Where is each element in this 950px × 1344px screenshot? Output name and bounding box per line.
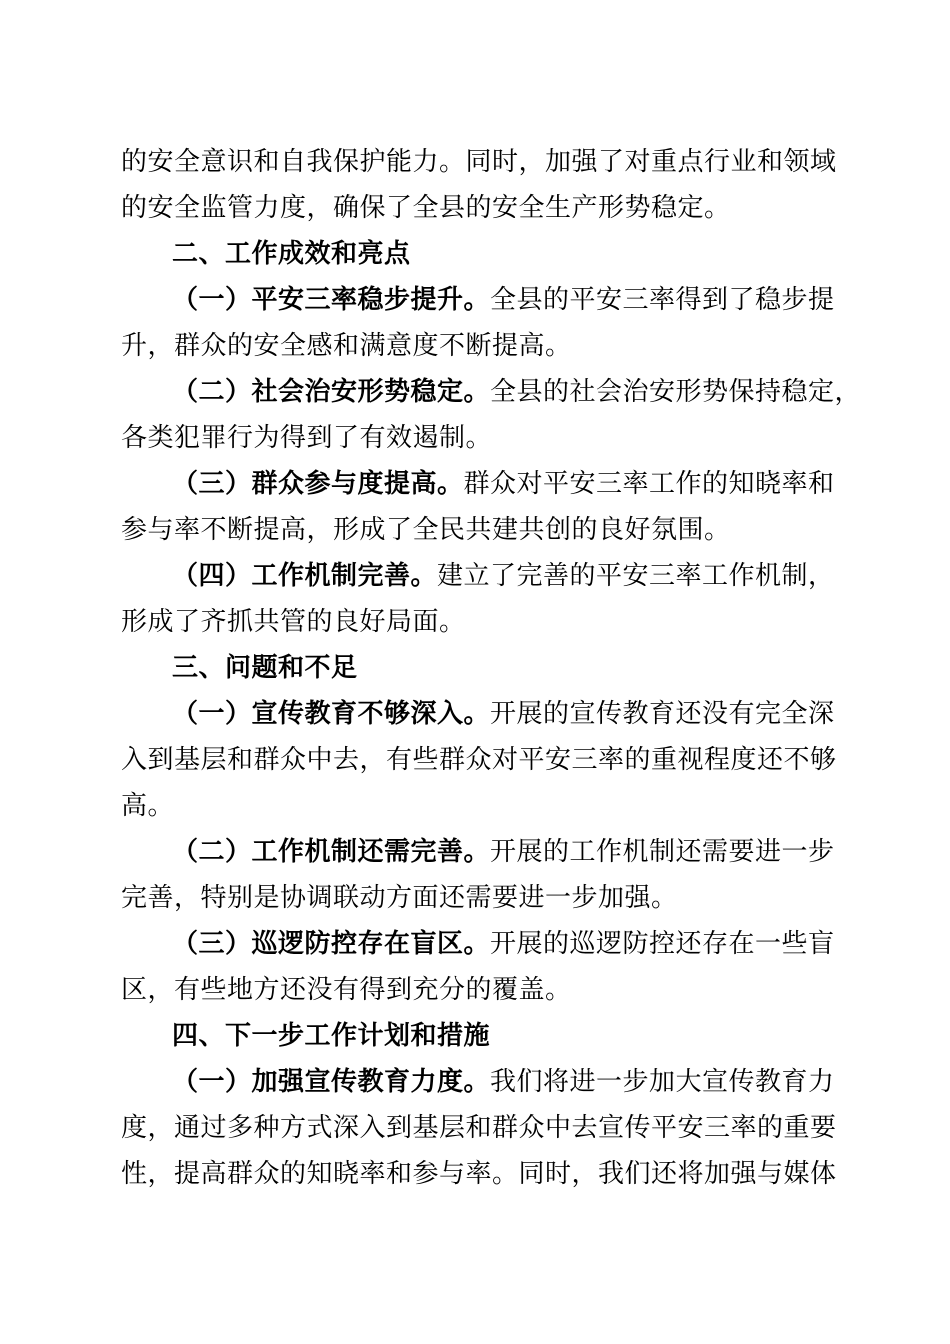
item-text: 全县的社会治安形势保持稳定， xyxy=(490,377,862,407)
paragraph-line xyxy=(172,463,835,505)
section-heading-4: 四、下一步工作计划和措施 xyxy=(172,1021,491,1051)
item-lead: （一）平安三率稳步提升。 xyxy=(172,285,491,315)
item-text: 建立了完善的平安三率工作机制， xyxy=(437,561,835,591)
paragraph-line: 各类犯罪行为得到了有效遏制。 xyxy=(121,423,493,453)
item-lead: （三）群众参与度提高。 xyxy=(172,469,464,499)
item-lead: （一）宣传教育不够深入。 xyxy=(172,699,491,729)
paragraph-line: 区，有些地方还没有得到充分的覆盖。 xyxy=(121,975,572,1005)
paragraph-line xyxy=(172,693,835,735)
item-text: 开展的巡逻防控还存在一些盲 xyxy=(490,929,835,959)
section-heading-2: 二、工作成效和亮点 xyxy=(172,239,411,269)
paragraph-line: 高。 xyxy=(121,791,175,821)
paragraph-line: 升，群众的安全感和满意度不断提高。 xyxy=(121,331,572,361)
paragraph-line xyxy=(172,831,835,873)
item-lead: （四）工作机制完善。 xyxy=(172,561,438,591)
paragraph-line: 参与率不断提高，形成了全民共建共创的良好氛围。 xyxy=(121,515,731,545)
paragraph-line xyxy=(172,1061,835,1103)
paragraph-line xyxy=(172,555,835,597)
paragraph-line xyxy=(172,923,835,965)
paragraph-line: 的安全意识和自我保护能力。同时，加强了对重点行业和领域 xyxy=(121,147,837,177)
item-lead: （二）社会治安形势稳定。 xyxy=(172,377,491,407)
section-heading-3: 三、问题和不足 xyxy=(172,653,358,683)
item-text: 群众对平安三率工作的知晓率和 xyxy=(463,469,835,499)
item-text: 全县的平安三率得到了稳步提 xyxy=(490,285,835,315)
paragraph-line: 的安全监管力度，确保了全县的安全生产形势稳定。 xyxy=(121,193,731,223)
paragraph-line: 度，通过多种方式深入到基层和群众中去宣传平安三率的重要 xyxy=(121,1113,837,1143)
item-text: 我们将进一步加大宣传教育力 xyxy=(490,1067,835,1097)
item-lead: （二）工作机制还需完善。 xyxy=(172,837,491,867)
item-lead: （一）加强宣传教育力度。 xyxy=(172,1067,491,1097)
paragraph-line: 形成了齐抓共管的良好局面。 xyxy=(121,607,466,637)
item-text: 开展的工作机制还需要进一步 xyxy=(490,837,835,867)
paragraph-line xyxy=(172,371,862,413)
paragraph-line xyxy=(172,279,835,321)
paragraph-line: 入到基层和群众中去，有些群众对平安三率的重视程度还不够 xyxy=(121,745,837,775)
paragraph-line: 性，提高群众的知晓率和参与率。同时，我们还将加强与媒体 xyxy=(121,1159,837,1189)
item-lead: （三）巡逻防控存在盲区。 xyxy=(172,929,491,959)
item-text: 开展的宣传教育还没有完全深 xyxy=(490,699,835,729)
paragraph-line: 完善，特别是协调联动方面还需要进一步加强。 xyxy=(121,883,678,913)
